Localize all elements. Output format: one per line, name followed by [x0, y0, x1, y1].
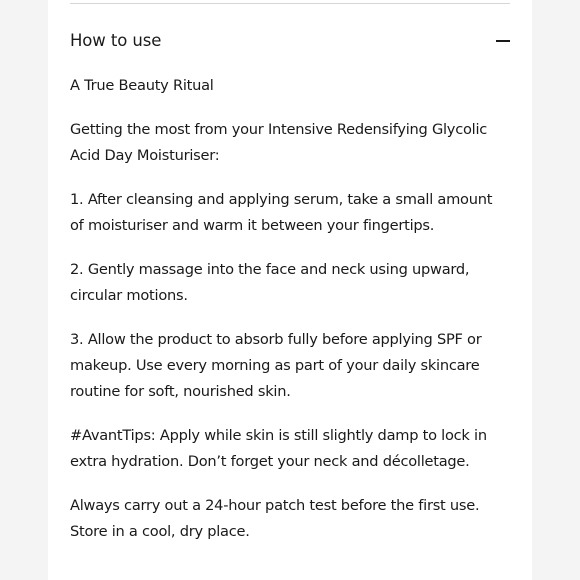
step-2: 2. Gently massage into the face and neck using upward, circular motions. — [70, 261, 470, 304]
how-to-use-accordion-header[interactable] — [70, 28, 518, 56]
intro-paragraph: Getting the most from your Intensive Redensifying Glycolic Acid Day Moisturiser: — [70, 121, 488, 164]
avant-tips: #AvantTips: Apply while skin is still slightly damp to lock in extra hydration. Don’t forget your neck and décolletage. — [70, 427, 487, 470]
step-1: 1. After cleansing and applying serum, take a small amount of moisturiser and warm it between your fingertips. — [70, 191, 493, 234]
section-divider — [70, 3, 510, 4]
step-3: 3. Allow the product to absorb fully before applying SPF or makeup. Use every morning as part of your daily skincare routine for soft, nourished skin. — [70, 331, 482, 400]
patch-test-note: Always carry out a 24-hour patch test before the first use. Store in a cool, dry place. — [70, 497, 480, 540]
minus-icon[interactable] — [496, 40, 510, 42]
product-details-panel — [48, 0, 532, 580]
accordion-title: How to use — [70, 31, 162, 50]
how-to-use-content — [70, 73, 500, 563]
ritual-heading: A True Beauty Ritual — [70, 77, 214, 94]
